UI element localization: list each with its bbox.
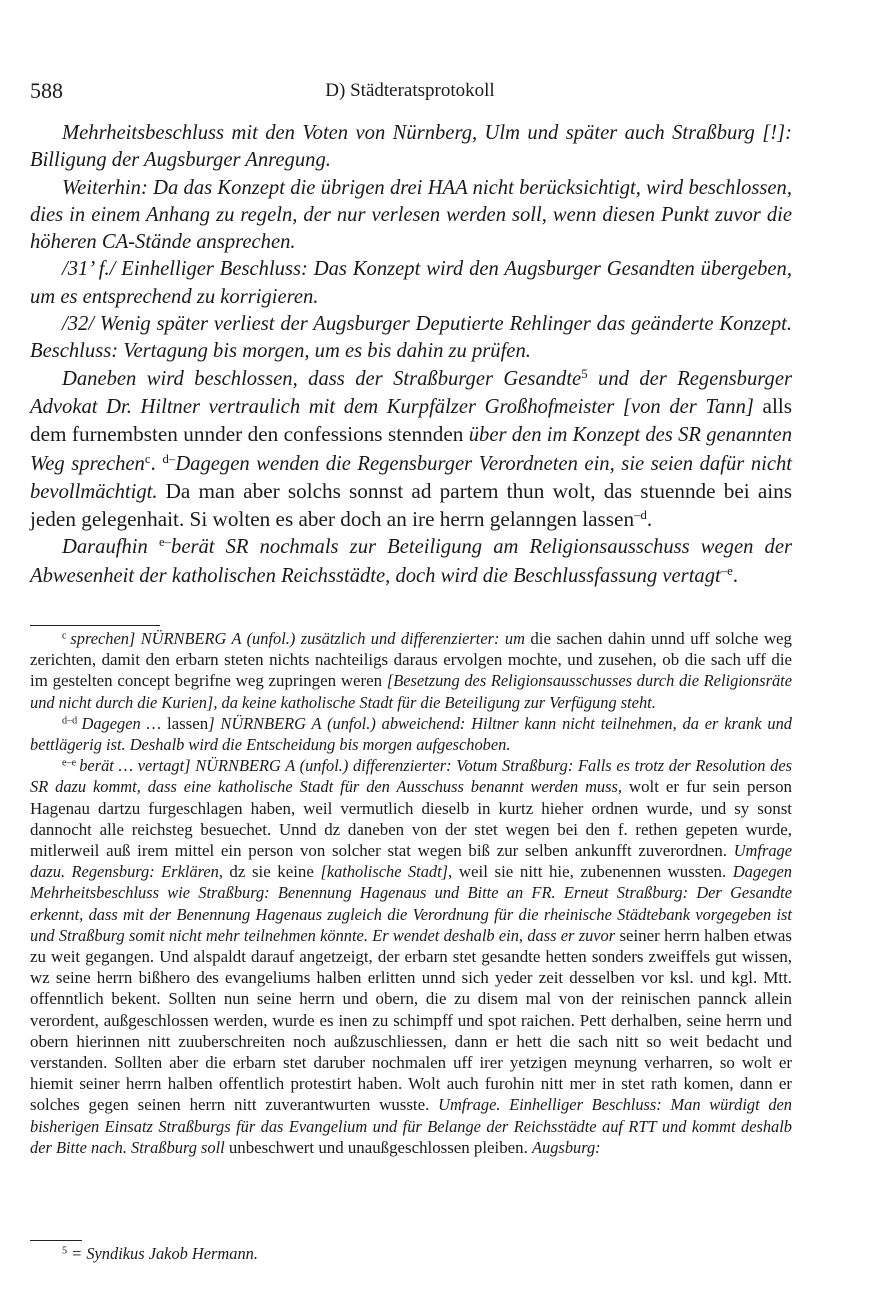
note-marker: d– [162, 451, 176, 466]
quoted-source-text: . [646, 507, 653, 532]
quoted-source-text: dz sie keine [229, 862, 321, 882]
quoted-source-text: unbeschwert und unaußgeschlossen pleiben. [228, 1137, 533, 1157]
footnote [30, 1243, 792, 1264]
note-marker: e–e [62, 757, 80, 769]
quoted-source-text: Da man aber solchs sonnst ad partem thun wolt, das stuennde bei ains jeden gelegenhait. Si wolten es aber doch an ire herrn gelanngen lassen [30, 478, 793, 532]
paragraph [30, 366, 792, 535]
editorial-text: Umfrage. Einhelliger Beschluss: Man würdigt den bisherigen Einsatz Straßburgs für das Evangelium und für Belange der Reichsstädte auf RTT und kommt deshalb der Bitte nach. Straßburg soll [30, 1095, 792, 1157]
footnotes [30, 1243, 792, 1264]
quoted-source-text: . [732, 562, 739, 587]
main-text [30, 120, 792, 590]
note-marker: e– [158, 535, 172, 550]
paragraph [30, 256, 792, 311]
editorial-text: [katholische Stadt] [320, 862, 449, 882]
apparatus-note [30, 713, 792, 755]
editorial-text: über den im Konzept des SR genannten Weg sprechen [30, 424, 792, 475]
editorial-text: und der Regensburger Advokat Dr. Hiltner vertraulich mit dem Kurpfälzer Großhofmeister [von der Tann] [30, 367, 792, 418]
paragraph [30, 175, 792, 257]
editorial-text: = Syndikus Jakob Hermann. [67, 1244, 258, 1263]
editorial-text: [Besetzung des Religionsausschusses durch die Religionsräte und nicht durch die Kurien], da keine katholische Stadt für die Beteiligung zur Verfügung steht. [30, 671, 792, 712]
editorial-text: Dagegen wenden die Regensburger Verordneten ein, sie seien dafür nicht bevollmächtigt. [30, 452, 792, 503]
paragraph [30, 534, 792, 590]
note-marker: –d [634, 508, 647, 523]
quoted-source-text: . [150, 450, 163, 475]
editorial-text: Dagegen … [81, 713, 167, 733]
editorial-text: Weiterhin: Da das Konzept die übrigen drei HAA nicht berücksichtigt, wird beschlossen, dies in einem Anhang zu regeln, der nur verlesen werden soll, wenn diesen Punkt zuvor die höheren CA-Stände ansprechen. [30, 176, 792, 254]
running-header [30, 78, 790, 108]
quoted-source-text: wolt er fur sein person Hagenau dartzu furgeschlagen haben, weil vermutlich dieselb in kurtz hieher ordnen wurde, und sy sonst dannocht alle reichsteg besuechet. Unnd dz daneben von der stet wegen bei den f. rethen gepeten wurde, mitlerweil auß irem mittel ein person von solcher stat wegen biß zur selben ankunfft zuverordnen. [30, 777, 792, 861]
editorial-text: Augsburg: [532, 1137, 601, 1157]
quoted-source-text: seiner herrn halben etwas zu weit gegangen. Und alspaldt darauf angetzeigt, der erbarn stet gesandte hetten sonders zweiffels gut wissen, wz seine herrn bißhero des evangeliums halben erlitten unnd sich yeder zeit desselben vor ksl. und kgl. Mtt. offenntlich bekent. Sollten nun seine herrn und obern, die zu disem mal von der reinischen pannck allein verordent, außgeschlossen werden, wurde es inen zu schimpff und spot raichen. Pett derhalben, seine herrn und obern hierinnen nitt zuuberschreiten noch außzuschliessen, dann er hett die sach nitt so weit bedacht und verstanden. Sollten aber die erbarn stet daruber nochmalen uff irer yetzigen meynung verharren, so wolt er hiemit seiner herrn halben offentlich protestirt haben. Wolt auch furohin nitt mer in stet rath komen, dann er solches gegen seinen herrn nitt zuverantwurten wusste. [30, 925, 792, 1115]
quoted-source-text: lassen [166, 713, 209, 733]
apparatus-divider [30, 625, 160, 626]
editorial-text: sprechen] NÜRNBERG A (unfol.) zusätzlich und differenzierter: um [70, 629, 531, 648]
note-marker: c [62, 630, 71, 642]
editorial-text: berät … vertagt] NÜRNBERG A (unfol.) differenzierter: Votum Straßburg: Falls es trotz der Resolution des SR dazu kommt, dass eine katholische Stadt für den Ausschuss benannt werden muss, [30, 756, 792, 797]
editorial-text: ] NÜRNBERG A (unfol.) abweichend: Hiltner kann nicht teilnehmen, da er krank und bettlägerig ist. Deshalb wird die Entscheidung bis morgen aufgeschoben. [30, 713, 792, 755]
editorial-text: Dagegen Mehrheitsbeschluss wie Straßburg: Benennung Hagenaus und Bitte an FR. Erneut Straßburg: Der Gesandte erkennt, dass mit der Benennung Hagenaus zugleich die Verordnung für die rheinische Städtebank vorgegeben ist und Straßburg somit nicht mehr teilnehmen könnte. Er wendet deshalb ein, dass er zuvor [30, 862, 792, 945]
footnote-divider [30, 1240, 82, 1241]
apparatus-note [30, 628, 792, 713]
apparatus-note [30, 755, 792, 1158]
editorial-text: Daraufhin [62, 536, 159, 559]
editorial-text: berät SR nochmals zur Beteiligung am Religionsausschuss wegen der Abwesenheit der katholischen Reichsstädte, doch wird die Beschlussfassung vertagt [30, 536, 792, 587]
note-marker: d–d [62, 715, 82, 727]
quoted-source-text: , weil sie nitt hie, zubenennen wussten. [448, 862, 733, 882]
editorial-text: Umfrage dazu. Regensburg: Erklären, [30, 841, 792, 882]
page-number: 588 [30, 78, 63, 103]
note-marker: –e [720, 563, 733, 578]
note-marker: 5 [581, 366, 588, 381]
editorial-text: Mehrheitsbeschluss mit den Voten von Nürnberg, Ulm und später auch Straßburg [!]: Billigung der Augsburger Anregung. [30, 122, 792, 172]
paragraph [30, 120, 792, 175]
editorial-text: /32/ Wenig später verliest der Augsburger Deputierte Rehlinger das geänderte Konzept. Beschluss: Vertagung bis morgen, um es bis dahin zu prüfen. [30, 313, 792, 363]
paragraph [30, 311, 792, 366]
editorial-text: /31’ f./ Einhelliger Beschluss: Das Konzept wird den Augsburger Gesandten übergeben, um es entsprechend zu korrigieren. [30, 258, 792, 308]
quoted-source-text: alls dem furnembsten unnder den confessions stennden [30, 393, 792, 447]
editorial-text: Daneben wird beschlossen, dass der Straßburger Gesandte [62, 367, 582, 390]
critical-apparatus [30, 628, 792, 1158]
note-marker: 5 [62, 1245, 68, 1257]
quoted-source-text: die sachen dahin unnd uff solche weg zerichten, damit den erbarn steten nichts nachteiligs daraus ervolgen mochte, und zusehen, ob die sach uff die im gestelten concept begrifne weg zupringen weren [30, 629, 792, 691]
note-marker: c [144, 451, 151, 466]
running-title: D) Städteratsprotokoll [325, 80, 495, 101]
